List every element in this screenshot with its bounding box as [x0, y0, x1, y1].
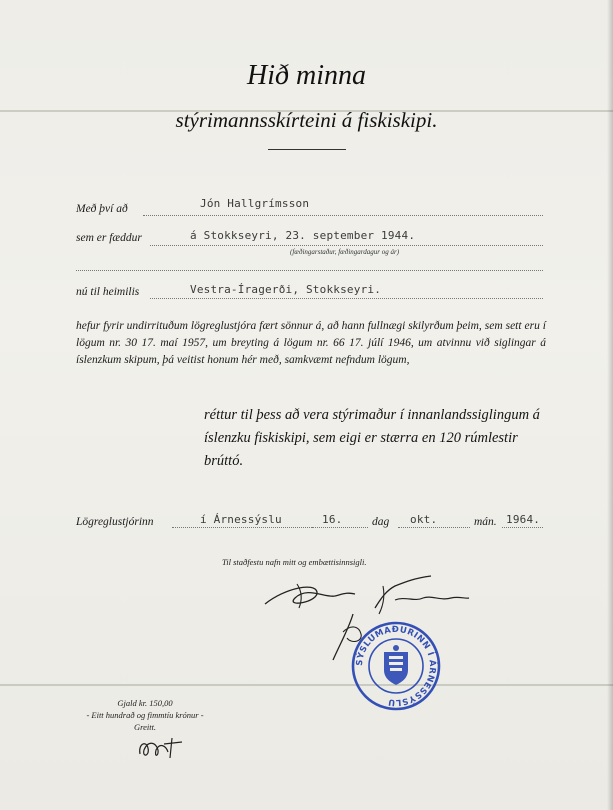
residence-label: nú til heimilis	[76, 286, 140, 298]
born-dotted-line	[150, 245, 543, 246]
rights-text: réttur til þess að vera stýrimaður í innanlandssiglingum á íslenzku fiskiskipi, sem eigi er stærra en 120 rúmlestir brúttó.	[204, 407, 540, 469]
issuer-place-dotted-line	[172, 527, 312, 528]
title-divider	[268, 149, 346, 150]
born-value: á Stokkseyri, 23. september 1944.	[190, 229, 416, 242]
month-dotted-line	[398, 527, 470, 528]
name-value: Jón Hallgrímsson	[200, 197, 310, 210]
fold-line-bottom	[0, 684, 613, 686]
name-label: Með því að	[76, 203, 128, 215]
fee-paid: Greitt.	[133, 722, 157, 732]
official-stamp	[350, 620, 442, 712]
fee-in-words: - Eitt hundrað og fimmtíu krónur -	[86, 710, 204, 720]
paid-initials	[132, 730, 192, 762]
residence-dotted-line	[150, 298, 543, 299]
year-dotted-line	[502, 527, 543, 528]
certificate-body-text: hefur fyrir undirrituðum lögreglustjóra fært sönnur á, að hann fullnægi skilyrðum þeim, sem sett eru í lögum nr. 30 17. maí 1957, um breyting á lögum nr. 66 17. júlí 1946, um atvinnu við siglingar á íslenzkum skipum, þá veitist honum hér með, samkvæmt nefndum lögum,	[76, 320, 546, 366]
certificate-title: Hið minna	[247, 60, 366, 91]
certificate-subtitle: stýrimannsskírteini á fiskiskipi.	[175, 108, 438, 132]
issuer-label: Lögreglustjórinn	[76, 516, 154, 528]
born-hint: (fæðingarstaður, fæðingardagur og ár)	[290, 248, 400, 256]
blank-dotted-line	[76, 270, 543, 271]
crest-icon	[384, 645, 408, 685]
issue-year: 1964.	[506, 513, 541, 526]
fee-amount: Gjald kr. 150,00	[117, 698, 173, 708]
issuer-place: í Árnessýslu	[200, 513, 282, 526]
day-dotted-line	[312, 527, 368, 528]
residence-value: Vestra-Íragerði, Stokkseyri.	[190, 283, 382, 296]
issue-day: 16.	[322, 513, 343, 526]
issue-month: okt.	[410, 513, 438, 526]
stamp-text: SÝSLUMAÐURINN Í ÁRNESSÝSLU	[354, 624, 438, 708]
seal-note: Til staðfestu nafn mitt og embættisinnsigli.	[222, 557, 367, 567]
born-label: sem er fæddur	[76, 232, 142, 244]
name-dotted-line	[143, 215, 543, 216]
day-label: dag	[372, 516, 390, 528]
month-label: mán.	[474, 516, 497, 528]
